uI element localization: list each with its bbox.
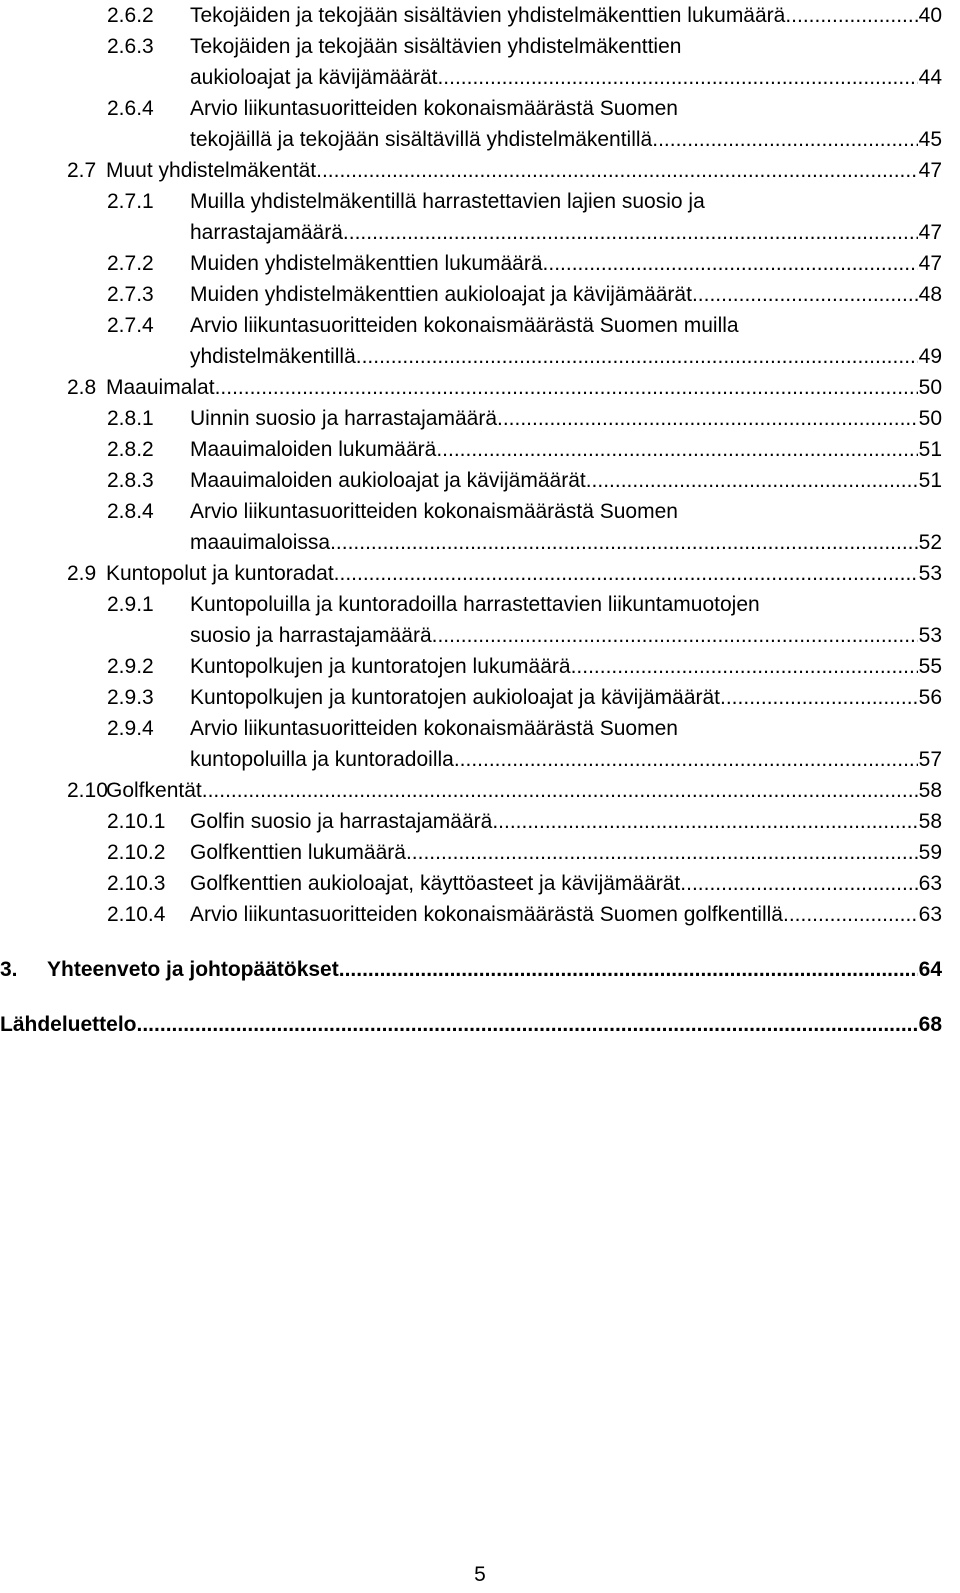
toc-entry-title: Muut yhdistelmäkentät <box>106 159 317 182</box>
toc-entry-page: 64 <box>918 958 942 981</box>
toc-entry <box>0 279 960 310</box>
toc-entry-page: 50 <box>918 376 942 399</box>
toc-entry-number: 2.9.4 <box>107 717 154 740</box>
toc-entry-title: Arvio liikuntasuoritteiden kokonaismäärästä Suomen <box>190 500 678 523</box>
toc-entry-page: 63 <box>918 903 942 926</box>
toc-entry-title: Maauimaloiden lukumäärä <box>190 438 437 461</box>
toc-entry-continuation <box>0 744 960 775</box>
toc-entry <box>0 155 960 186</box>
toc-entry-title: Kuntopoluilla ja kuntoradoilla harrastettavien liikuntamuotojen <box>190 593 760 616</box>
toc-entry <box>0 1009 960 1040</box>
toc-entry-title: Maauimalat <box>106 376 215 399</box>
toc-entry <box>0 806 960 837</box>
toc-entry-number: 2.8.3 <box>107 469 154 492</box>
toc-entry <box>0 713 960 744</box>
toc-dot-leader <box>437 62 917 93</box>
toc-entry-page: 58 <box>918 810 942 833</box>
toc-entry-number: 2.9 <box>67 562 97 585</box>
toc-entry-page: 47 <box>918 159 942 182</box>
toc-dot-leader <box>680 868 917 899</box>
toc-entry-title: Golfkenttien lukumäärä <box>190 841 406 864</box>
toc-entry <box>0 954 960 985</box>
toc-entry <box>0 186 960 217</box>
toc-entry-number: 2.10.1 <box>107 810 166 833</box>
toc-dot-leader <box>785 0 917 31</box>
toc-entry <box>0 31 960 62</box>
toc-entry-continuation <box>0 217 960 248</box>
toc-entry <box>0 434 960 465</box>
toc-entry-page: 40 <box>918 4 942 27</box>
toc-entry-page: 48 <box>918 283 942 306</box>
toc-entry-title: Golfkenttien aukioloajat, käyttöasteet ja kävijämäärät <box>190 872 681 895</box>
toc-entry-title: Yhteenveto ja johtopäätökset <box>47 958 339 981</box>
toc-entry-number: 2.7.2 <box>107 252 154 275</box>
toc-entry <box>0 248 960 279</box>
toc-dot-leader <box>492 806 917 837</box>
toc-entry-continuation <box>0 62 960 93</box>
toc-entry <box>0 465 960 496</box>
toc-entry-title: Arvio liikuntasuoritteiden kokonaismäärästä Suomen golfkentillä <box>190 903 783 926</box>
toc-entry-title: Muilla yhdistelmäkentillä harrastettavien lajien suosio ja <box>190 190 705 213</box>
toc-entry-continuation <box>0 341 960 372</box>
toc-dot-leader <box>406 837 918 868</box>
toc-dot-leader <box>454 744 918 775</box>
toc-entry-number: 2.10 <box>67 779 108 802</box>
toc-entry-number: 2.8.1 <box>107 407 154 430</box>
toc-entry-number: 2.8 <box>67 376 97 399</box>
toc-entry-number: 2.8.2 <box>107 438 154 461</box>
toc-entry-number: 2.10.4 <box>107 903 166 926</box>
toc-entry-continuation <box>0 527 960 558</box>
toc-dot-leader <box>783 899 918 930</box>
toc-entry-title: Arvio liikuntasuoritteiden kokonaismäärästä Suomen <box>190 717 678 740</box>
toc-entry <box>0 403 960 434</box>
toc-entry-page: 50 <box>918 407 942 430</box>
toc-entry <box>0 589 960 620</box>
toc-dot-leader <box>330 527 918 558</box>
toc-entry-title: suosio ja harrastajamäärä <box>190 624 432 647</box>
toc-dot-leader <box>571 651 918 682</box>
toc-entry-number: 2.7.4 <box>107 314 154 337</box>
toc-dot-leader <box>343 217 918 248</box>
toc-entry-number: 2.8.4 <box>107 500 154 523</box>
toc-dot-leader <box>356 341 918 372</box>
toc-dot-leader <box>720 682 918 713</box>
toc-entry-page: 44 <box>918 66 942 89</box>
toc-entry-title: Muiden yhdistelmäkenttien lukumäärä <box>190 252 543 275</box>
toc-entry-number: 2.7.3 <box>107 283 154 306</box>
toc-dot-leader <box>202 775 918 806</box>
toc-dot-leader <box>339 954 918 985</box>
toc-entry-title: Arvio liikuntasuoritteiden kokonaismäärästä Suomen muilla <box>190 314 739 337</box>
toc-entry-title: Maauimaloiden aukioloajat ja kävijämäärät <box>190 469 586 492</box>
toc-entry-page: 47 <box>918 252 942 275</box>
toc-dot-leader <box>586 465 918 496</box>
toc-entry-page: 63 <box>918 872 942 895</box>
toc-dot-leader <box>432 620 918 651</box>
toc-entry <box>0 651 960 682</box>
toc-entry-page: 45 <box>918 128 942 151</box>
toc-entry-title: Arvio liikuntasuoritteiden kokonaismäärästä Suomen <box>190 97 678 120</box>
toc-entry-title: Uinnin suosio ja harrastajamäärä <box>190 407 497 430</box>
toc-entry <box>0 837 960 868</box>
toc-entry <box>0 0 960 31</box>
toc-entry-number: 2.9.1 <box>107 593 154 616</box>
toc-entry-title: aukioloajat ja kävijämäärät <box>190 66 438 89</box>
toc-dot-leader <box>543 248 918 279</box>
toc-entry-number: 3. <box>0 958 18 981</box>
toc-entry-page: 56 <box>918 686 942 709</box>
toc-dot-leader <box>316 155 918 186</box>
toc-entry <box>0 682 960 713</box>
toc-entry-page: 47 <box>918 221 942 244</box>
toc-entry-page: 68 <box>918 1013 942 1036</box>
toc-entry-title: harrastajamäärä <box>190 221 343 244</box>
toc-entry-page: 57 <box>918 748 942 771</box>
toc-entry-page: 51 <box>918 438 942 461</box>
toc-dot-leader <box>436 434 917 465</box>
toc-entry-page: 52 <box>918 531 942 554</box>
toc-entry <box>0 372 960 403</box>
toc-entry-page: 55 <box>918 655 942 678</box>
toc-entry-number: 2.10.2 <box>107 841 166 864</box>
toc-entry-number: 2.6.3 <box>107 35 154 58</box>
toc-entry-number: 2.10.3 <box>107 872 166 895</box>
toc-entry-page: 53 <box>918 624 942 647</box>
toc-entry-number: 2.7.1 <box>107 190 154 213</box>
toc-entry-continuation <box>0 124 960 155</box>
toc-entry <box>0 558 960 589</box>
toc-entry <box>0 310 960 341</box>
toc-entry-number: 2.7 <box>67 159 97 182</box>
toc-entry-number: 2.6.4 <box>107 97 154 120</box>
toc-dot-leader <box>334 558 918 589</box>
toc-entry-title: Golfkentät <box>106 779 202 802</box>
toc-entry-page: 51 <box>918 469 942 492</box>
toc-entry-title: kuntopoluilla ja kuntoradoilla <box>190 748 454 771</box>
toc-entry-title: Tekojäiden ja tekojään sisältävien yhdistelmäkenttien <box>190 35 682 58</box>
page-number: 5 <box>474 1563 486 1586</box>
toc-entry <box>0 899 960 930</box>
toc-entry-title: Lähdeluettelo <box>0 1013 137 1036</box>
toc-entry-title: Golfin suosio ja harrastajamäärä <box>190 810 493 833</box>
toc-dot-leader <box>692 279 918 310</box>
toc-entry-page: 58 <box>918 779 942 802</box>
toc-entry-number: 2.9.3 <box>107 686 154 709</box>
toc-entry-number: 2.6.2 <box>107 4 154 27</box>
toc-entry-page: 49 <box>918 345 942 368</box>
toc-entry-title: Kuntopolkujen ja kuntoratojen aukioloajat ja kävijämäärät <box>190 686 721 709</box>
toc-entry-title: Muiden yhdistelmäkenttien aukioloajat ja kävijämäärät <box>190 283 692 306</box>
toc-entry <box>0 93 960 124</box>
toc-entry-number: 2.9.2 <box>107 655 154 678</box>
toc-entry-title: Tekojäiden ja tekojään sisältävien yhdistelmäkenttien lukumäärä <box>190 4 786 27</box>
toc-entry-page: 53 <box>918 562 942 585</box>
toc-entry <box>0 775 960 806</box>
toc-dot-leader <box>215 372 918 403</box>
toc-entry-title: Kuntopolut ja kuntoradat <box>106 562 334 585</box>
toc-entry-continuation <box>0 620 960 651</box>
toc-entry <box>0 868 960 899</box>
toc-entry-page: 59 <box>918 841 942 864</box>
toc-entry <box>0 496 960 527</box>
toc-dot-leader <box>497 403 918 434</box>
toc-entry-title: maauimaloissa <box>190 531 331 554</box>
toc-dot-leader <box>137 1009 918 1040</box>
toc-entry-title: Kuntopolkujen ja kuntoratojen lukumäärä <box>190 655 571 678</box>
toc-entry-title: yhdistelmäkentillä <box>190 345 356 368</box>
toc-entry-title: tekojäillä ja tekojään sisältävillä yhdistelmäkentillä <box>190 128 653 151</box>
toc-dot-leader <box>652 124 917 155</box>
